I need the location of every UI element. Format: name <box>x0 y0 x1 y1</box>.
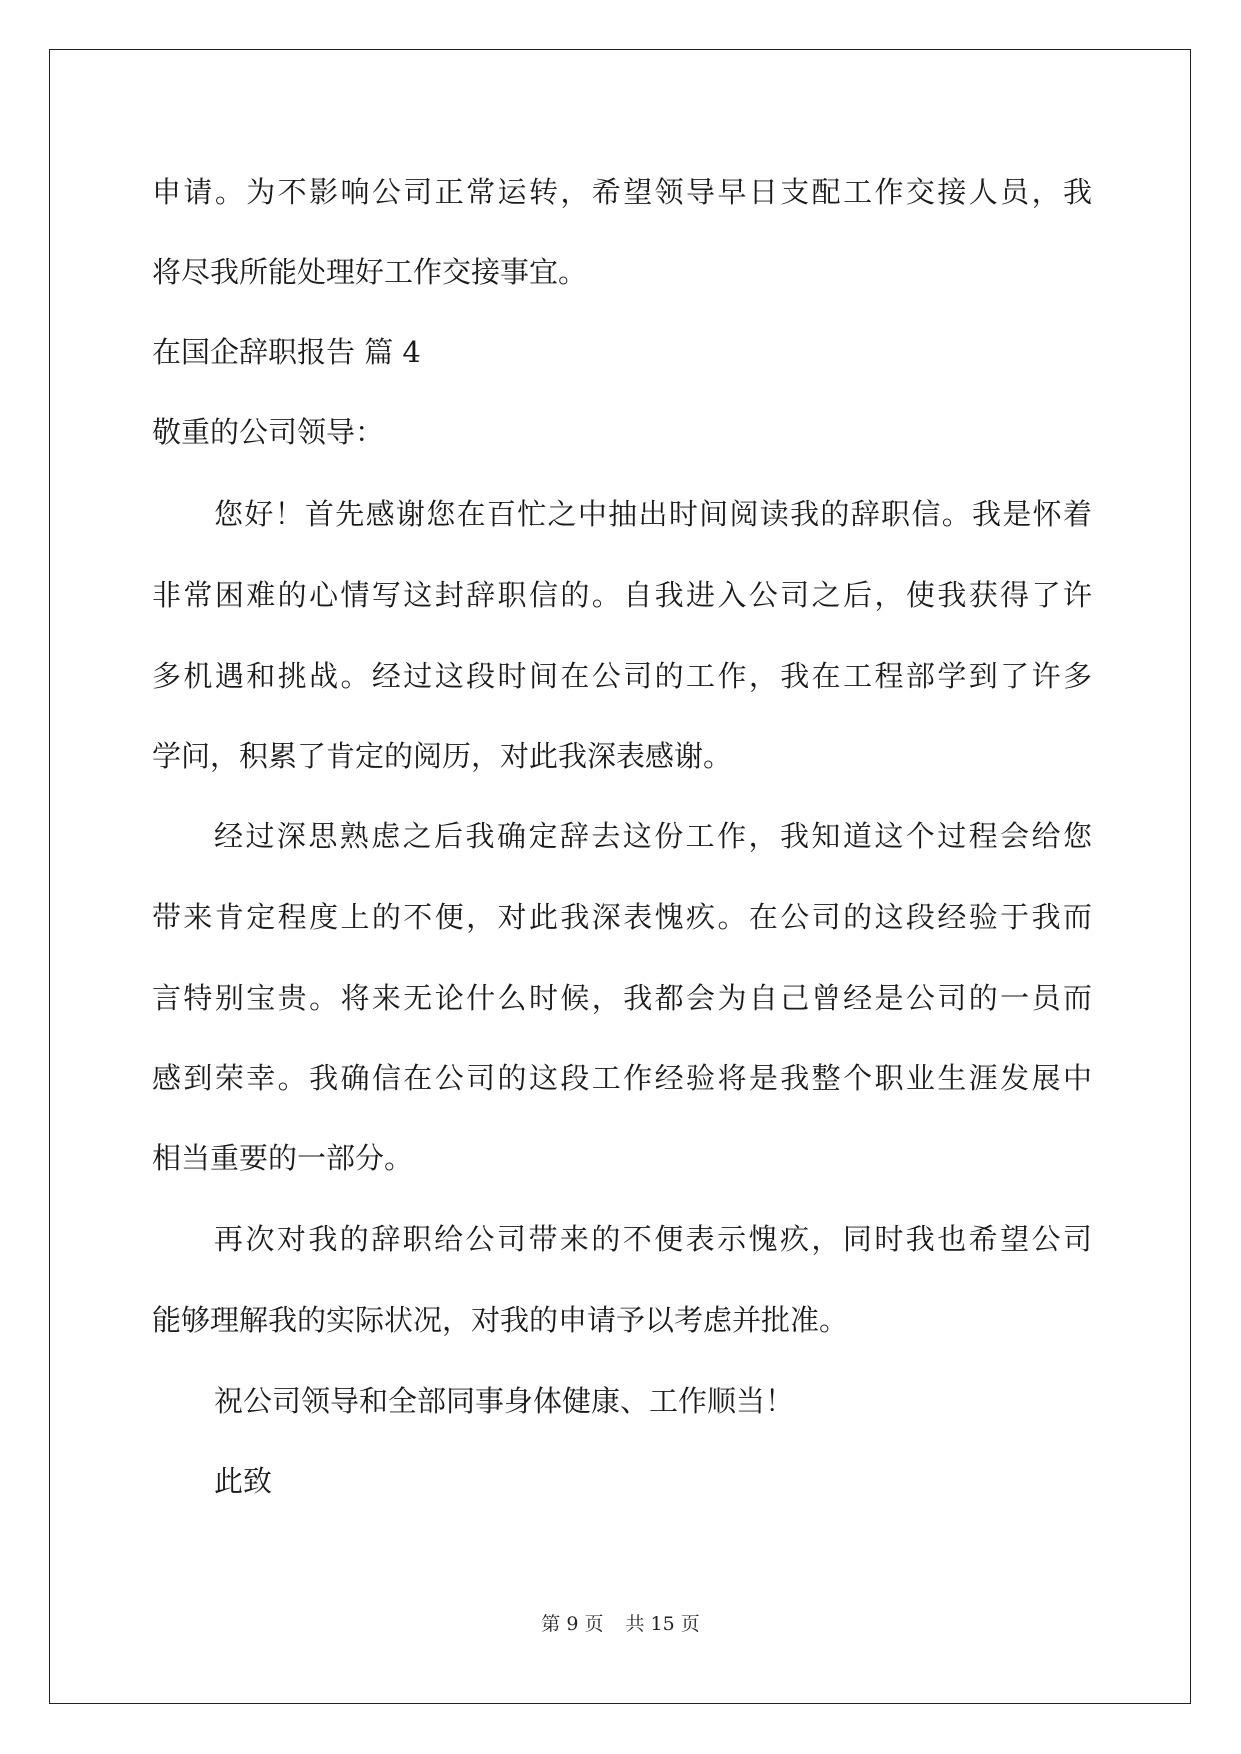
page-border <box>49 49 1191 1704</box>
text-line: 言特别宝贵。将来无论什么时候，我都会为自己曾经是公司的一员而 <box>152 981 1092 1015</box>
page-total: 共 15 页 <box>625 1613 700 1635</box>
text-line: 多机遇和挑战。经过这段时间在公司的工作，我在工程部学到了许多 <box>152 659 1092 693</box>
text-line: 带来肯定程度上的不便，对此我深表愧疚。在公司的这段经验于我而 <box>152 900 1092 934</box>
section-heading: 在国企辞职报告 篇 4 <box>152 335 421 369</box>
text-line: 感到荣幸。我确信在公司的这段工作经验将是我整个职业生涯发展中 <box>152 1061 1092 1095</box>
text-line: 将尽我所能处理好工作交接事宜。 <box>152 255 588 289</box>
closing-line: 此致 <box>214 1464 273 1498</box>
text-line: 申请。为不影响公司正常运转，希望领导早日支配工作交接人员，我 <box>152 175 1092 209</box>
text-line: 学问，积累了肯定的阅历，对此我深表感谢。 <box>152 739 733 773</box>
text-line: 相当重要的一部分。 <box>152 1141 414 1175</box>
text-line: 祝公司领导和全部同事身体健康、工作顺当！ <box>214 1384 795 1418</box>
text-line: 经过深思熟虑之后我确定辞去这份工作，我知道这个过程会给您 <box>214 819 1092 853</box>
text-line: 您好！首先感谢您在百忙之中抽出时间阅读我的辞职信。我是怀着 <box>214 497 1092 531</box>
salutation: 敬重的公司领导： <box>152 415 385 449</box>
page-number: 第 9 页 <box>541 1613 604 1635</box>
page-footer <box>0 1612 1241 1636</box>
text-line: 能够理解我的实际状况，对我的申请予以考虑并批准。 <box>152 1303 849 1337</box>
text-line: 非常困难的心情写这封辞职信的。自我进入公司之后，使我获得了许 <box>152 578 1092 612</box>
text-line: 再次对我的辞职给公司带来的不便表示愧疚，同时我也希望公司 <box>214 1222 1092 1256</box>
